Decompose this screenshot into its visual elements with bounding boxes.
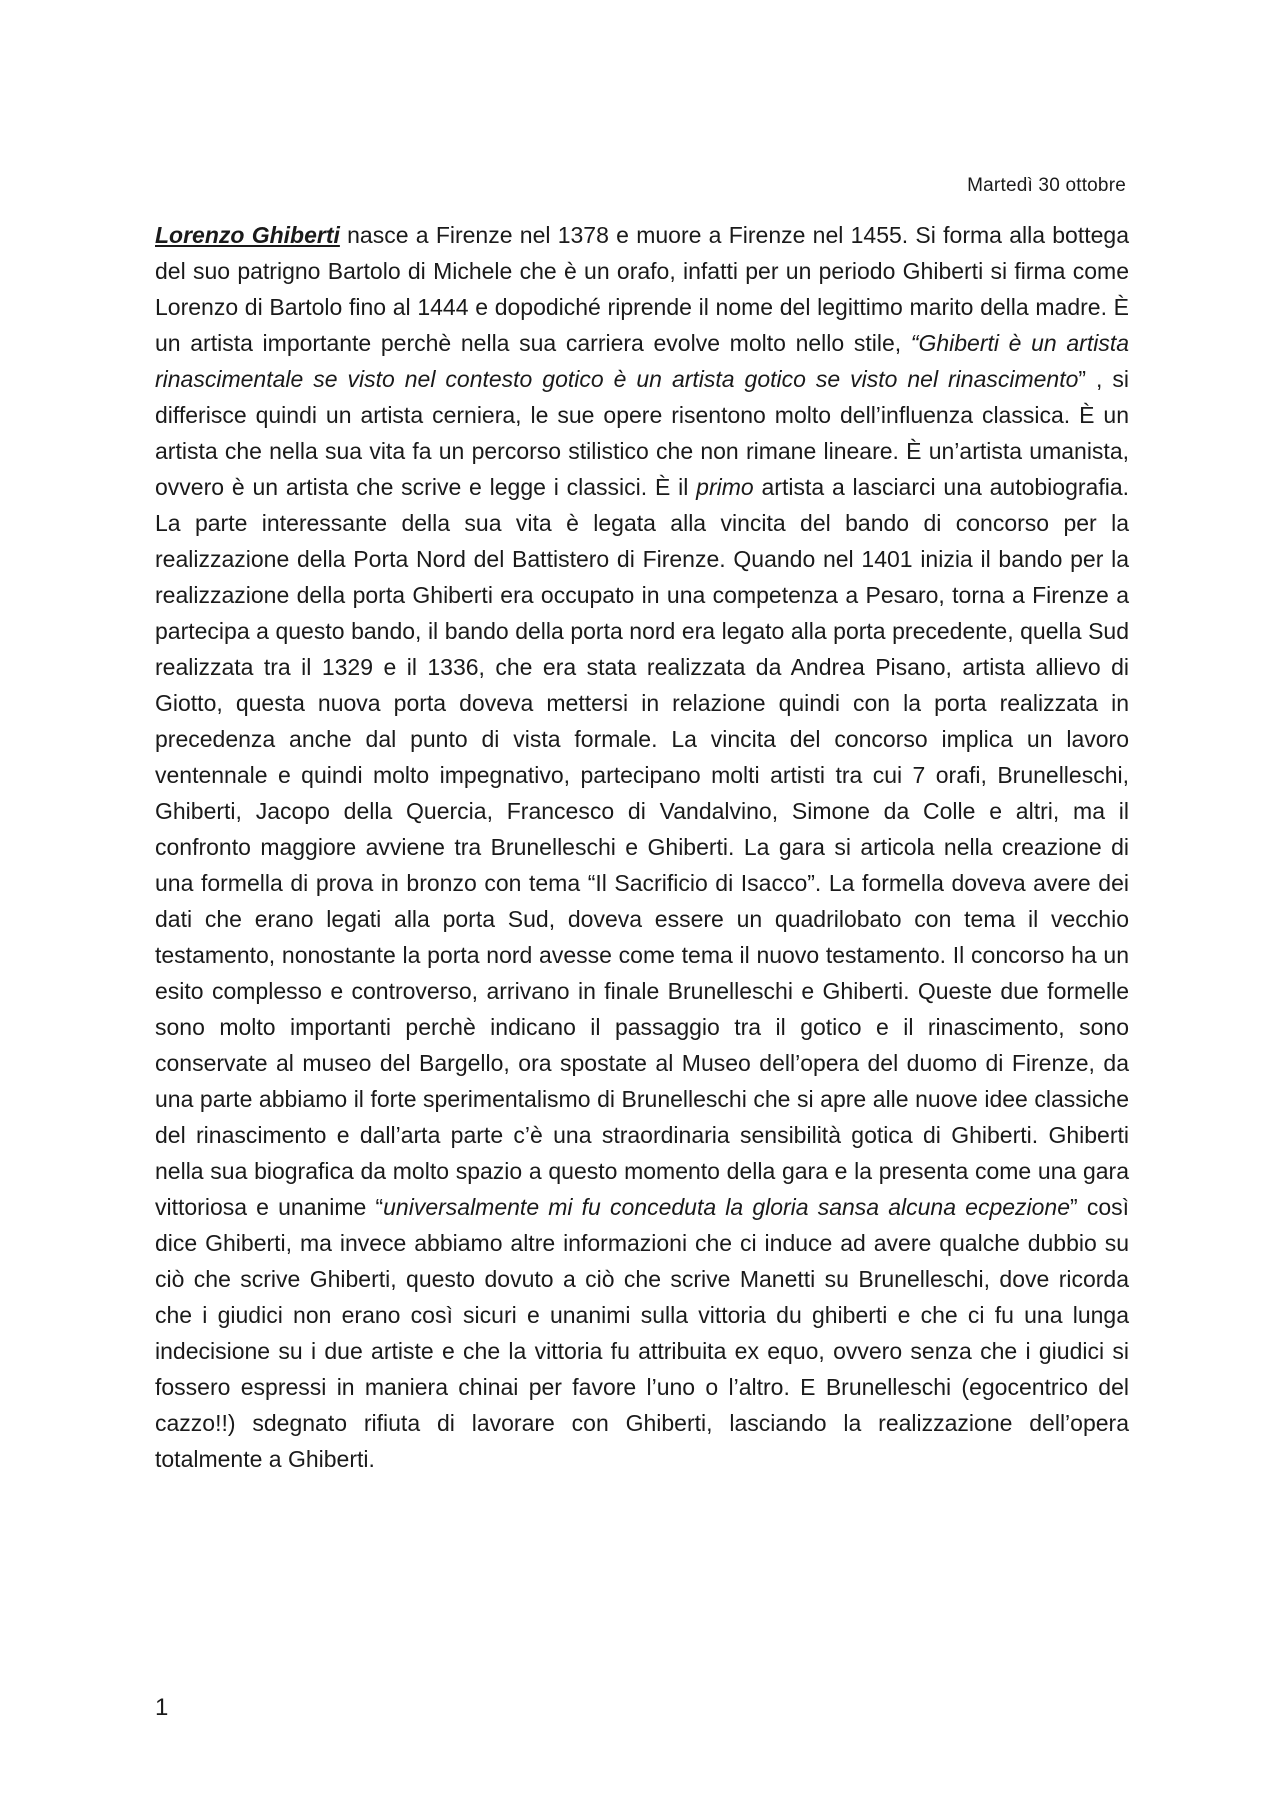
quote-ghiberti: “Ghiberti è un artista rinascimentale se visto nel contesto gotico è un artista gotico se visto nel rinascimento bbox=[155, 330, 1129, 392]
text-segment-3: artista a lasciarci una autobiografia. La parte interessante della sua vita è legata alla vincita del bando di concorso per la realizzazione della Porta Nord del Battistero di Firenze. Quando nel 1401 inizia il bando per la realizzazione della porta Ghiberti era occupato in una competenza a Pesaro, torna a Firenze a partecipa a questo bando, il bando della porta nord era legato alla porta precedente, quella Sud realizzata tra il 1329 e il 1336, che era stata realizzata da Andrea Pisano, artista allievo di Giotto, questa nuova porta doveva mettersi in relazione quindi con la porta realizzata in precedenza anche dal punto di vista formale. La vincita del concorso implica un lavoro ventennale e quindi molto impegnativo, partecipano molti artisti tra cui 7 orafi, Brunelleschi, Ghiberti, Jacopo della Quercia, Francesco di Vandalvino, Simone da Colle e altri, ma il confronto maggiore avviene tra Brunelleschi e Ghiberti. La gara si articola nella creazione di una formella di prova in bronzo con tema “Il Sacrificio di Isacco”. La formella doveva avere dei dati che erano legati alla porta Sud, doveva essere un quadrilobato con tema il vecchio testamento, nonostante la porta nord avesse come tema il nuovo testamento. Il concorso ha un esito complesso e controverso, arrivano in finale Brunelleschi e Ghiberti. Queste due formelle sono molto importanti perchè indicano il passaggio tra il gotico e il rinascimento, sono conservate al museo del Bargello, ora spostate al Museo dell’opera del duomo di Firenze, da una parte abbiamo il forte sperimentalismo di Brunelleschi che si apre alle nuove idee classiche del rinascimento e dall’arta parte c’è una straordinaria sensibilità gotica di Ghiberti. Ghiberti nella sua biografica da molto spazio a questo momento della gara e la presenta come una gara vittoriosa e unanime “ bbox=[155, 474, 1129, 1220]
text-segment-2: ” , si differisce quindi un artista cerniera, le sue opere risentono molto dell’influenza classica. È un artista che nella sua vita fa un percorso stilistico che non rimane lineare. È un’artista umanista, ovvero è un artista che scrive e legge i classici. È il bbox=[155, 366, 1129, 500]
text-segment-4: ” così dice Ghiberti, ma invece abbiamo altre informazioni che ci induce ad avere qualche dubbio su ciò che scrive Ghiberti, questo dovuto a ciò che scrive Manetti su Brunelleschi, dove ricorda che i giudici non erano così sicuri e unanimi sulla vittoria du ghiberti e che ci fu una lunga indecisione su i due artiste e che la vittoria fu attribuita ex equo, ovvero senza che i giudici si fossero espressi in maniera chinai per favore l’uno o l’altro. E Brunelleschi (egocentrico del cazzo!!) sdegnato rifiuta di lavorare con Ghiberti, lasciando la realizzazione dell’opera totalmente a Ghiberti. bbox=[155, 1194, 1129, 1472]
body-paragraph bbox=[155, 217, 1129, 1477]
lecture-date: Martedì 30 ottobre bbox=[967, 175, 1126, 196]
emphasis-primo: primo bbox=[696, 474, 754, 500]
text-segment-1: nasce a Firenze nel 1378 e muore a Firenze nel 1455. Si forma alla bottega del suo patrigno Bartolo di Michele che è un orafo, infatti per un periodo Ghiberti si firma come Lorenzo di Bartolo fino al 1444 e dopodiché riprende il nome del legittimo marito della madre. È un artista importante perchè nella sua carriera evolve molto nello stile, bbox=[155, 222, 1129, 356]
quote-universalmente: universalmente mi fu conceduta la gloria sansa alcuna ecpezione bbox=[383, 1194, 1071, 1220]
artist-name: Lorenzo Ghiberti bbox=[155, 222, 340, 248]
page-number: 1 bbox=[155, 1694, 169, 1721]
